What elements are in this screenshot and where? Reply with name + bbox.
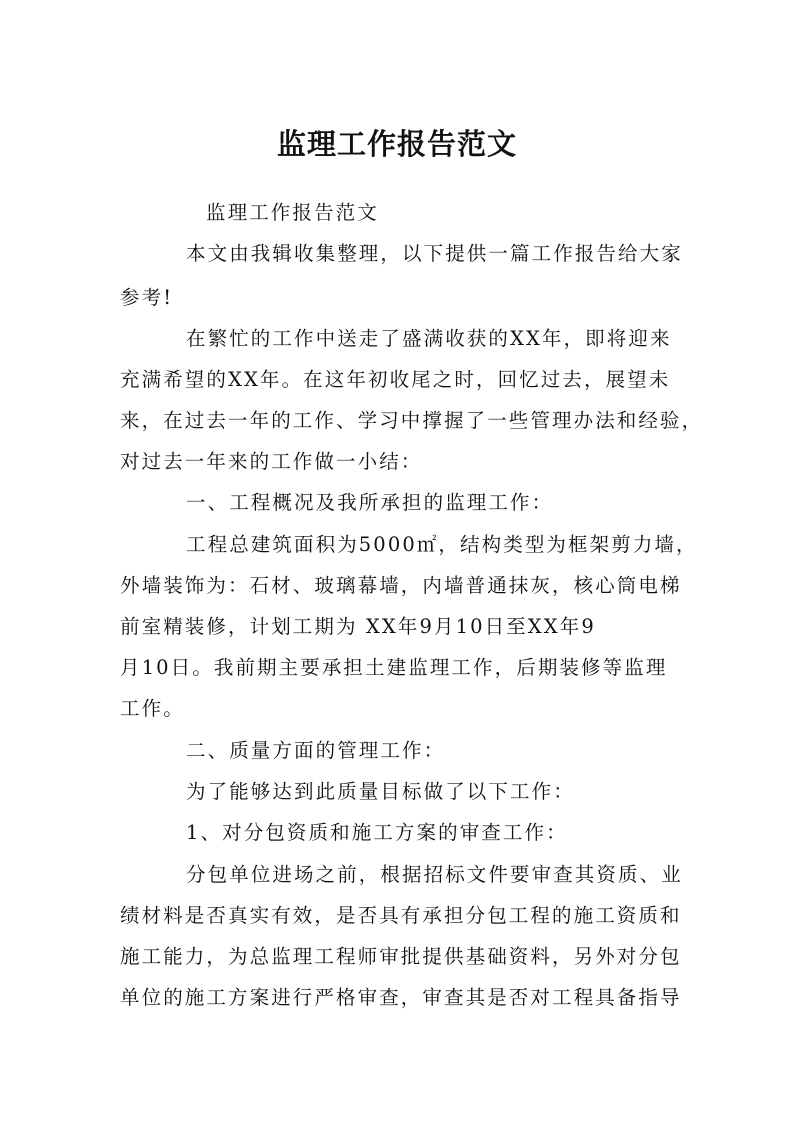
section-heading: 一、工程概况及我所承担的监理工作：	[186, 491, 554, 514]
paragraph-line: 施工能力，为总监理工程师审批提供基础资料，另外对分包	[120, 945, 682, 968]
paragraph-line: 前室精装修，计划工期为 XX年9月10日至XX年9	[120, 615, 596, 638]
paragraph-line: 充满希望的XX年。在这年初收尾之时，回忆过去，展望未	[120, 368, 671, 391]
subsection-heading: 1、对分包资质和施工方案的审查工作：	[186, 821, 568, 844]
document-subtitle: 监理工作报告范文	[206, 201, 379, 224]
paragraph-line: 本文由我辑收集整理，以下提供一篇工作报告给大家	[186, 242, 683, 265]
paragraph-line: 外墙装饰为：石材、玻璃幕墙，内墙普通抹灰，核心筒电梯	[120, 574, 682, 597]
paragraph-line: 对过去一年来的工作做一小结：	[120, 450, 423, 473]
paragraph-line: 工作。	[120, 697, 185, 720]
paragraph-line: 月10日。我前期主要承担土建监理工作，后期装修等监理	[120, 656, 668, 679]
paragraph-line: 分包单位进场之前，根据招标文件要审查其资质、业	[186, 863, 683, 886]
document-title: 监理工作报告范文	[276, 127, 517, 161]
paragraph-line: 在繁忙的工作中送走了盛满收获的XX年，即将迎来	[186, 327, 672, 350]
paragraph-line: 来，在过去一年的工作、学习中撑握了一些管理办法和经验，	[120, 409, 704, 432]
paragraph-line: 工程总建筑面积为5000㎡，结构类型为框架剪力墙，	[186, 533, 698, 556]
paragraph-line: 绩材料是否真实有效，是否具有承担分包工程的施工资质和	[120, 904, 682, 927]
paragraph-line: 参考!	[120, 286, 174, 309]
section-heading: 二、质量方面的管理工作：	[186, 739, 446, 762]
paragraph-line: 为了能够达到此质量目标做了以下工作：	[186, 780, 575, 803]
paragraph-line: 单位的施工方案进行严格审查，审查其是否对工程具备指导	[120, 986, 682, 1009]
